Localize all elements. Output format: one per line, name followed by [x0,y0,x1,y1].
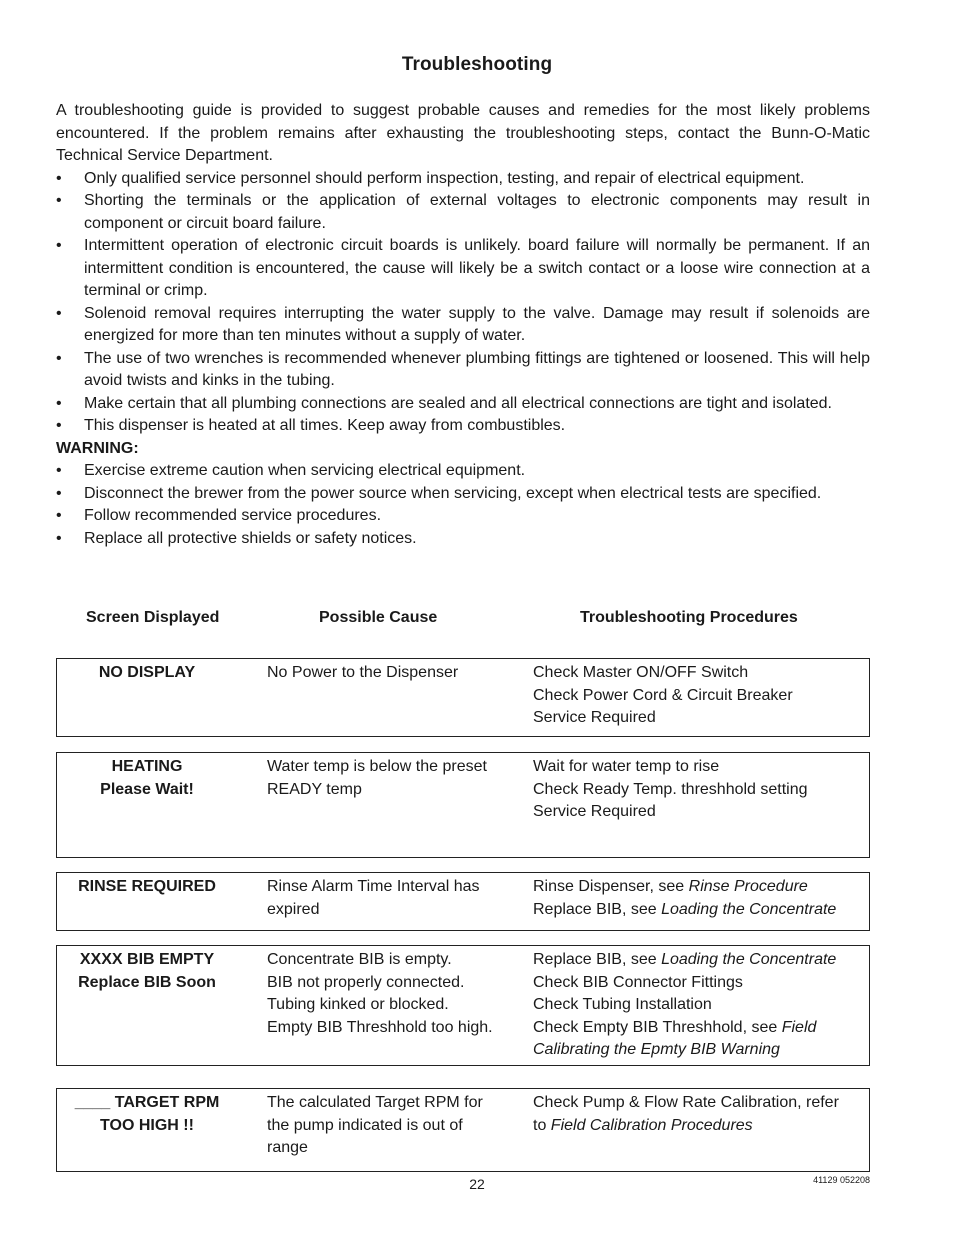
list-item-text: Make certain that all plumbing connections are sealed and all electrical connections are tight and isolated. [84,394,832,412]
cause-text: No Power to the Dispenser [267,664,459,681]
screen-displayed-cell [57,662,237,685]
list-item-text: Follow recommended service procedures. [84,507,382,524]
procedures-cell [533,662,863,730]
procedure-line [533,876,863,899]
bullet-icon: • [56,304,62,322]
screen-displayed-cell [57,756,237,801]
list-item-text: Intermittent operation of electronic circuit boards is unlikely. board failure will normally be permanent. If an intermittent condition is encountered, the cause will likely be a switch contact or a loose wire connection at a terminal or crimp. [84,237,870,299]
cause-text: READY temp [267,780,362,798]
procedure-reference: Calibrating the Epmty BIB Warning [533,1041,780,1058]
cause-text: The calculated Target RPM for [267,1094,483,1111]
document-code: 41129 052208 [813,1175,870,1185]
procedure-line [533,972,863,995]
list-item-text: The use of two wrenches is recommended whenever plumbing fittings are tightened or loosened. This will help avoid twists and kinks in the tubing. [84,349,870,389]
table-row [56,752,870,858]
cause-text: BIB not properly connected. [267,973,465,991]
procedure-text: to [533,1116,551,1134]
procedure-line [533,779,863,802]
table-row [56,1088,870,1172]
table-row [56,872,870,931]
procedure-line [533,1039,863,1062]
procedures-cell [533,949,863,1062]
possible-cause-cell [267,1092,517,1160]
list-item-text: Replace all protective shields or safety notices. [84,529,417,547]
intro-paragraph: A troubleshooting guide is provided to suggest probable causes and remedies for the most likely problems encountered. If the problem remains after exhausting the troubleshooting steps, contact the Bunn-O-Matic Technical Service Department. [56,102,870,164]
warning-label: WARNING: [56,439,139,457]
procedure-line [533,949,863,972]
list-item [56,483,870,506]
procedure-line [533,1115,863,1138]
procedure-text: Check Empty BIB Threshhold, see [533,1018,782,1036]
procedure-line [533,662,863,685]
procedure-reference: Loading the Concentrate [661,900,837,918]
procedure-reference: Rinse Procedure [688,878,808,895]
procedures-cell [533,756,863,824]
bullet-icon: • [56,169,62,187]
bullet-icon: • [56,349,62,367]
procedure-text: Service Required [533,709,656,726]
cause-text: expired [267,900,320,918]
screen-text: NO DISPLAY [98,664,196,681]
procedure-line [533,801,863,824]
bullet-icon: • [56,192,62,209]
list-item [56,415,870,438]
list-item [56,505,870,528]
procedure-reference: Loading the Concentrate [661,951,837,968]
screen-text: TOO HIGH !! [100,1116,194,1134]
header-troubleshooting-procedures: Troubleshooting Procedures [580,609,798,626]
procedure-line [533,1017,863,1040]
screen-displayed-cell [57,1092,237,1137]
bullet-icon: • [56,237,62,254]
list-item [56,168,870,191]
procedure-reference: Field [781,1018,817,1036]
bullet-icon: • [56,529,62,547]
screen-displayed-cell [57,949,237,994]
list-item [56,235,870,303]
cause-text: range [267,1139,308,1156]
procedure-text: Check BIB Connector Fittings [533,973,743,991]
possible-cause-cell [267,756,517,801]
page-number: 22 [469,1176,485,1192]
procedure-text: Check Tubing Installation [533,996,712,1013]
screen-text: Please Wait! [100,780,194,798]
list-item-text: This dispenser is heated at all times. Keep away from combustibles. [84,417,566,434]
bullet-icon: • [56,394,62,412]
cause-text: Rinse Alarm Time Interval has [267,878,480,895]
list-item [56,393,870,416]
procedure-text: Check Ready Temp. threshhold setting [533,780,808,798]
procedures-cell [533,876,863,921]
warning-list [56,460,870,550]
procedure-text: Check Master ON/OFF Switch [533,664,749,681]
list-item-text: Solenoid removal requires interrupting the water supply to the valve. Damage may result if solenoids are energized for more than ten minutes without a supply of water. [84,304,870,344]
list-item [56,460,870,483]
cause-text: Water temp is below the preset [267,758,487,775]
screen-text: XXXX BIB EMPTY [79,951,215,968]
cause-text: Concentrate BIB is empty. [267,951,452,968]
screen-text: ____ TARGET RPM [74,1094,220,1111]
screen-displayed-cell [57,876,237,899]
page-title: Troubleshooting [401,54,553,75]
procedure-line [533,994,863,1017]
procedure-text: Rinse Dispenser, see [533,878,689,895]
header-screen-displayed: Screen Displayed [86,609,220,626]
procedure-text: Service Required [533,803,656,820]
list-item-text: Exercise extreme caution when servicing electrical equipment. [84,462,526,479]
list-item [56,348,870,393]
cause-text: the pump indicated is out of [267,1116,463,1134]
header-possible-cause: Possible Cause [319,609,438,626]
bullet-icon: • [56,507,62,524]
bullet-icon: • [56,417,62,434]
procedure-reference: Field Calibration Procedures [550,1116,753,1134]
procedure-text: Check Pump & Flow Rate Calibration, refer [533,1094,839,1111]
screen-text: RINSE REQUIRED [78,878,216,895]
list-item [56,303,870,348]
list-item-text: Only qualified service personnel should perform inspection, testing, and repair of electrical equipment. [84,169,805,187]
bullet-icon: • [56,462,62,479]
table-row [56,945,870,1066]
cause-text: Tubing kinked or blocked. [267,996,449,1013]
cause-text: Empty BIB Threshhold too high. [267,1018,493,1036]
list-item-text: Shorting the terminals or the application of external voltages to electronic components may result in component or circuit board failure. [84,192,870,232]
possible-cause-cell [267,876,517,921]
screen-text: Replace BIB Soon [78,973,216,991]
procedure-line [533,707,863,730]
possible-cause-cell [267,662,517,685]
procedure-text: Wait for water temp to rise [533,758,720,775]
body-text [56,100,870,550]
table-row [56,658,870,737]
procedure-text: Replace BIB, see [533,951,662,968]
procedures-cell [533,1092,863,1137]
list-item [56,528,870,551]
procedure-line [533,756,863,779]
list-item-text: Disconnect the brewer from the power source when servicing, except when electrical tests are specified. [84,484,822,502]
procedure-line [533,685,863,708]
list-item [56,190,870,235]
procedure-line [533,899,863,922]
procedure-text: Check Power Cord & Circuit Breaker [533,686,793,704]
screen-text: HEATING [111,758,183,775]
precautions-list [56,168,870,438]
bullet-icon: • [56,484,62,502]
possible-cause-cell [267,949,517,1039]
procedure-text: Replace BIB, see [533,900,662,918]
procedure-line [533,1092,863,1115]
